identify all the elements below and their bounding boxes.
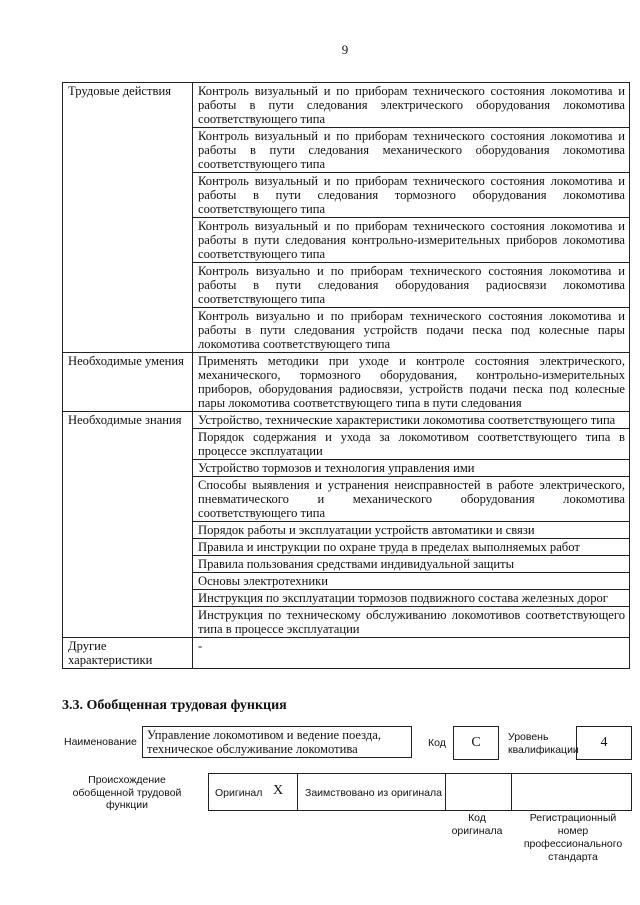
- table-cell: Основы электротехники: [193, 573, 630, 590]
- table-row: [63, 353, 630, 412]
- reg-number-label: Регистрационный номер профессионального стандарта: [523, 812, 623, 863]
- table-cell: Контроль визуальный и по приборам технического состояния локомотива и работы в пути следования механического оборудования локомотива соответствующего типа: [193, 128, 630, 173]
- table-cell: Контроль визуальный и по приборам технического состояния локомотива и работы в пути следования тормозного оборудования локомотива соответствующего типа: [193, 173, 630, 218]
- row-group-label: Необходимые знания: [63, 412, 193, 638]
- table-cell: Устройство, технические характеристики локомотива соответствующего типа: [193, 412, 630, 429]
- function-name-field: Управление локомотивом и ведение поезда, техническое обслуживание локомотива: [142, 726, 412, 758]
- code-label: Код: [428, 737, 446, 749]
- table-row: [63, 638, 630, 669]
- code-original-label: Код оригинала: [451, 812, 503, 837]
- original-label: Оригинал: [215, 787, 263, 799]
- divider: [511, 774, 512, 810]
- row-group-label: Другие характеристики: [63, 638, 193, 669]
- table-cell: Порядок содержания и ухода за локомотивом соответствующего типа в процессе эксплуатации: [193, 429, 630, 460]
- table-cell: Инструкция по эксплуатации тормозов подвижного состава железных дорог: [193, 590, 630, 607]
- row-group-label: Трудовые действия: [63, 83, 193, 353]
- name-label: Наименование: [64, 736, 137, 748]
- table-row: [63, 83, 630, 128]
- divider: [445, 774, 446, 810]
- labor-function-table: [62, 82, 630, 669]
- table-cell: Контроль визуальный и по приборам технического состояния локомотива и работы в пути следования контрольно-измерительных приборов локомотива соответствующего типа: [193, 218, 630, 263]
- level-label: Уровень квалификации: [508, 731, 579, 756]
- table-cell: Правила пользования средствами индивидуальной защиты: [193, 556, 630, 573]
- table-cell: -: [193, 638, 630, 669]
- code-field: C: [453, 726, 499, 760]
- table-cell: Устройство тормозов и технология управления ими: [193, 460, 630, 477]
- divider: [297, 774, 298, 810]
- table-cell: Контроль визуально и по приборам технического состояния локомотива и работы в пути следования оборудования радиосвязи локомотива соответствующего типа: [193, 263, 630, 308]
- level-field: 4: [576, 726, 632, 760]
- table-cell: Контроль визуальный и по приборам технического состояния локомотива и работы в пути следования электрического оборудования локомотива соответствующего типа: [193, 83, 630, 128]
- origin-table: [208, 773, 632, 811]
- table-cell: Применять методики при уходе и контроле состояния электрического, механического, тормозного оборудования, контрольно-измерительных приборов, оборудования радиосвязи, устройств подачи песка под колесные пары локомотива соответствующего типа в пути следования: [193, 353, 630, 412]
- origin-label: Происхождение обобщенной трудовой функции: [72, 774, 182, 811]
- section-title: 3.3. Обобщенная трудовая функция: [62, 698, 287, 713]
- table-row: [63, 412, 630, 429]
- table-cell: Инструкция по техническому обслуживанию локомотивов соответствующего типа в процессе эксплуатации: [193, 607, 630, 638]
- page-number: 9: [341, 42, 349, 57]
- table-cell: Правила и инструкции по охране труда в пределах выполняемых работ: [193, 539, 630, 556]
- table-cell: Способы выявления и устранения неисправностей в работе электрического, пневматического и механического оборудования локомотива соответствующего типа: [193, 477, 630, 522]
- table-cell: Порядок работы и эксплуатации устройств автоматики и связи: [193, 522, 630, 539]
- borrowed-label: Заимствовано из оригинала: [305, 787, 442, 799]
- row-group-label: Необходимые умения: [63, 353, 193, 412]
- original-mark: X: [273, 783, 284, 798]
- table-cell: Контроль визуально и по приборам технического состояния локомотива и работы в пути следования устройств подачи песка под колесные пары локомотива соответствующего типа: [193, 308, 630, 353]
